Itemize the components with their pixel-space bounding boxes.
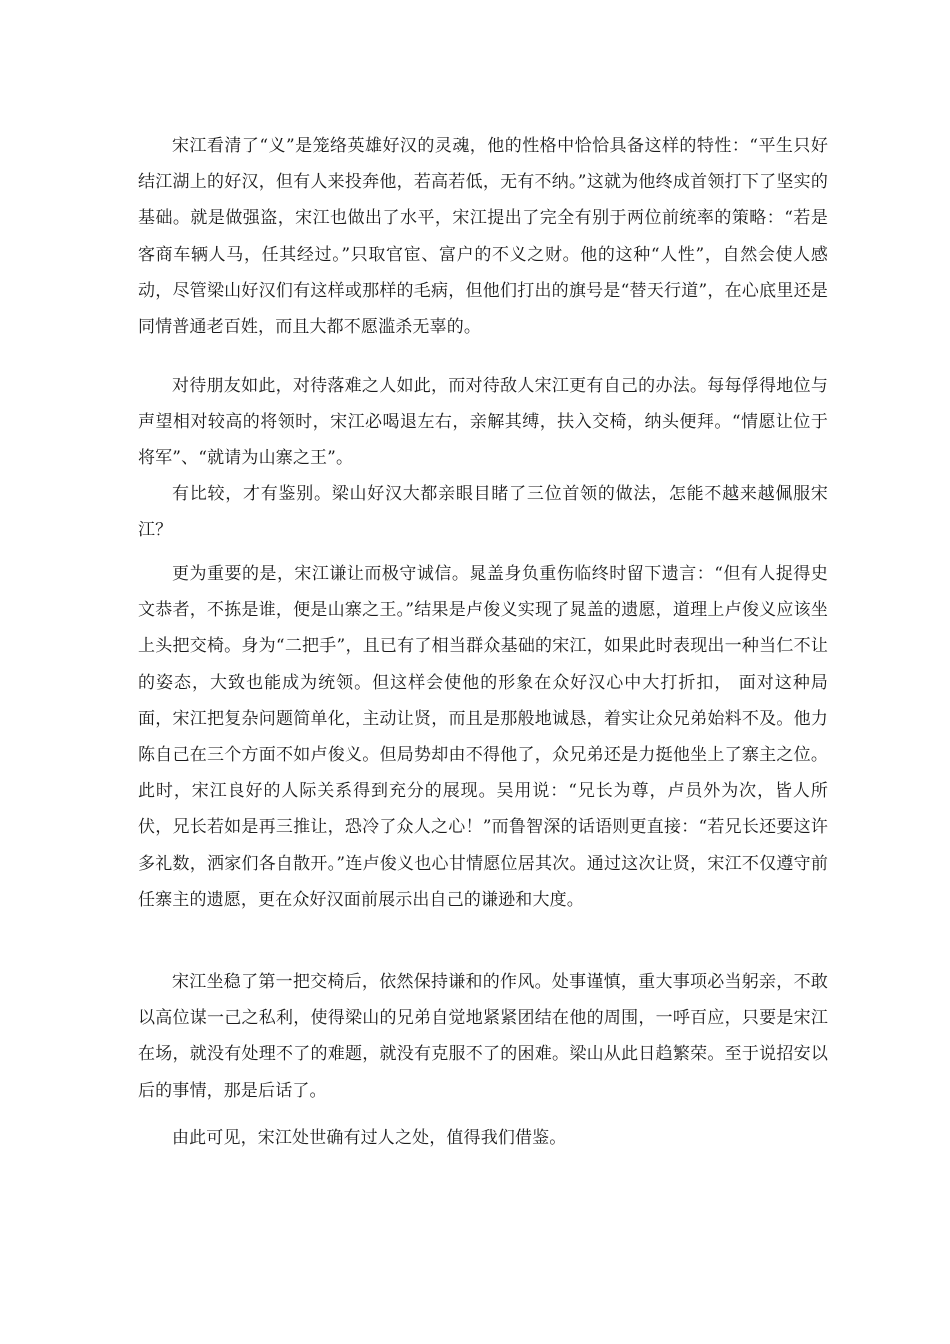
paragraph-4: 更为重要的是，宋江谦让而极守诚信。晁盖身负重伤临终时留下遗言：“但有人捉得史文恭者，不拣是谁，便是山寨之王。”结果是卢俊义实现了晁盖的遗愿，道理上卢俊义应该坐上头把交椅。身为“二把手”，且已有了相当群众基础的宋江，如果此时表现出一种当仁不让的姿态，大致也能成为统领。但这样会使他的形象在众好汉心中大打折扣， 面对这种局面，宋江把复杂问题简单化，主动让贤，而且是那般地诚恳，着实让众兄弟始料不及。他力陈自己在三个方面不如卢俊义。但局势却由不得他了，众兄弟还是力挺他坐上了寨主之位。此时，宋江良好的人际关系得到充分的展现。吴用说：“兄长为尊，卢员外为次，皆人所伏，兄长若如是再三推让，恐冷了众人之心！”而鲁智深的话语则更直接：“若兄长还要这许多礼数，洒家们各自散开。”连卢俊义也心甘情愿位居其次。通过这次让贤，宋江不仅遵守前任寨主的遗愿，更在众好汉面前展示出自己的谦逊和大度。 bbox=[138, 564, 828, 910]
paragraph-3: 有比较，才有鉴别。梁山好汉大都亲眼目睹了三位首领的做法，怎能不越来越佩服宋江？ bbox=[138, 484, 828, 541]
paragraph-5: 宋江坐稳了第一把交椅后，依然保持谦和的作风。处事谨慎，重大事项必当躬亲，不敢以高位谋一己之私利，使得梁山的兄弟自觉地紧紧团结在他的周围，一呼百应，只要是宋江在场，就没有处理不了的难题，就没有克服不了的困难。梁山从此日趋繁荣。至于说招安以后的事情，那是后话了。 bbox=[138, 972, 828, 1101]
paragraph-1: 宋江看清了“义”是笼络英雄好汉的灵魂，他的性格中恰恰具备这样的特性：“平生只好结江湖上的好汉，但有人来投奔他，若高若低，无有不纳。”这就为他终成首领打下了坚实的基础。就是做强盗，宋江也做出了水平，宋江提出了完全有别于两位前统率的策略：“若是客商车辆人马，任其经过。”只取官宦、富户的不义之财。他的这种“人性”，自然会使人感动，尽管梁山好汉们有这样或那样的毛病，但他们打出的旗号是“替天行道”，在心底里还是同情普通老百姓，而且大都不愿滥杀无辜的。 bbox=[138, 136, 828, 338]
paragraph-2: 对待朋友如此，对待落难之人如此，而对待敌人宋江更有自己的办法。每每俘得地位与声望相对较高的将领时，宋江必喝退左右，亲解其缚，扶入交椅，纳头便拜。“情愿让位于将军”、“就请为山寨之王”。 bbox=[138, 376, 828, 469]
paragraph-6: 由此可见，宋江处世确有过人之处，值得我们借鉴。 bbox=[172, 1128, 567, 1148]
